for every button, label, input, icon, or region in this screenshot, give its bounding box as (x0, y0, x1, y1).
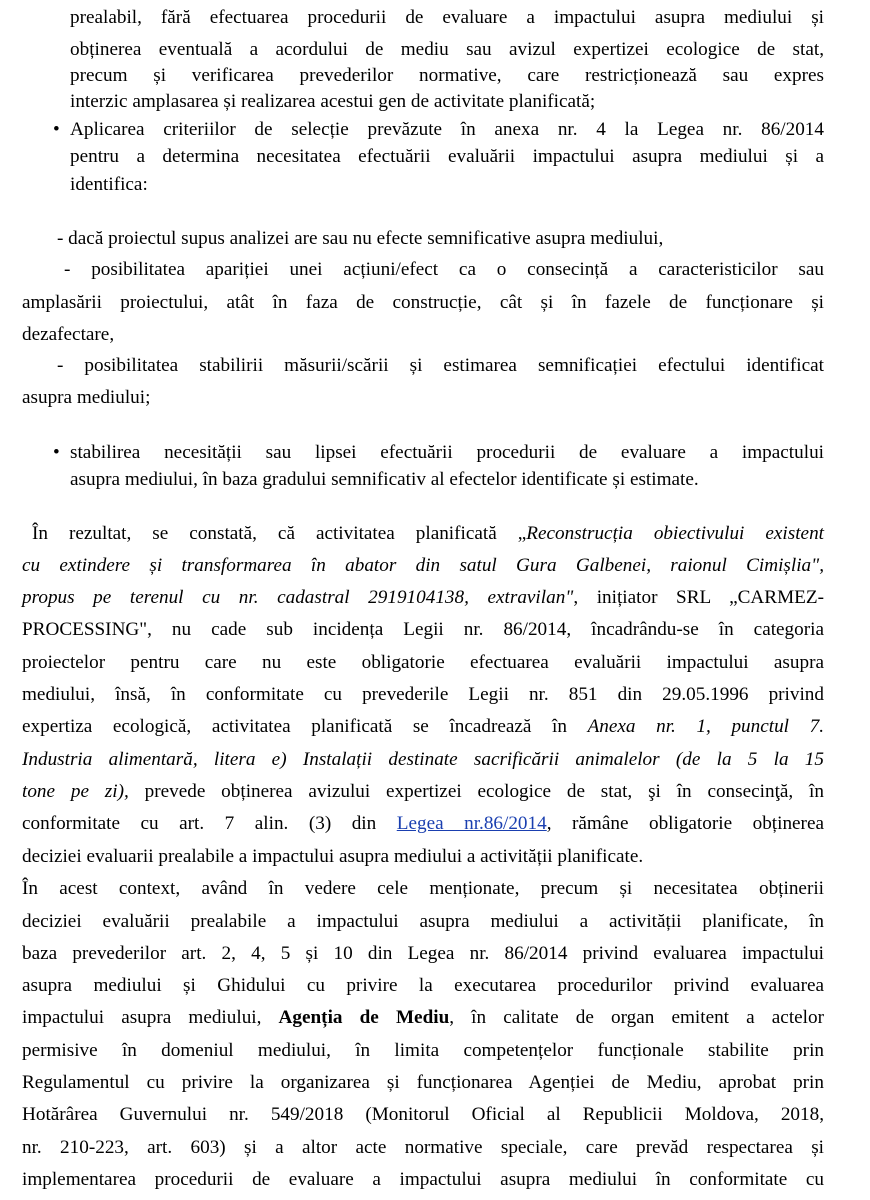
text-line: pentru a determina necesitatea efectuării evaluării impactului asupra mediului și a (70, 146, 824, 167)
paragraph-line: impactului asupra mediului, Agenția de Mediu, în calitate de organ emitent a actelor (22, 1007, 824, 1028)
list-item: - dacă proiectul supus analizei are sau nu efecte semnificative asupra mediului, (57, 228, 664, 249)
paragraph-line: cu extindere și transformarea în abator din satul Gura Galbenei, raionul Cimișlia", (22, 555, 824, 576)
text-line: amplasării proiectului, atât în faza de construcție, cât și în fazele de funcționare și (22, 292, 824, 313)
paragraph-line: proiectelor pentru care nu este obligatorie efectuarea evaluării impactului asupra (22, 652, 824, 673)
paragraph-line: Hotărârea Guvernului nr. 549/2018 (Monitorul Oficial al Republicii Moldova, 2018, (22, 1104, 824, 1125)
paragraph-line: Industria alimentară, litera e) Instalații destinate sacrificării animalelor (de la 5 la 15 (22, 749, 824, 770)
text-line: identifica: (70, 174, 148, 195)
paragraph-line: PROCESSING", nu cade sub incidența Legii nr. 86/2014, încadrându-se în categoria (22, 619, 824, 640)
paragraph-line: asupra mediului și Ghidului cu privire la executarea procedurilor privind evaluarea (22, 975, 824, 996)
paragraph-line: tone pe zi), prevede obținerea avizului expertizei ecologice de stat, şi în consecinţă, în (22, 781, 824, 802)
text-line: precum și verificarea prevederilor normative, care restricționează sau expres (70, 65, 824, 86)
text-line: prealabil, fără efectuarea procedurii de evaluare a impactului asupra mediului și (70, 7, 824, 28)
paragraph-line: propus pe terenul cu nr. cadastral 2919104138, extravilan", inițiator SRL „CARMEZ- (22, 587, 824, 608)
bullet-marker: • (53, 442, 60, 463)
paragraph-line: În rezultat, se constată, că activitatea planificată „Reconstrucția obiectivului existent (32, 523, 824, 544)
paragraph-line: nr. 210-223, art. 603) și a altor acte normative speciale, care prevăd respectarea și (22, 1137, 824, 1158)
bullet-marker: • (53, 119, 60, 140)
text-line: dezafectare, (22, 324, 115, 345)
paragraph-line: conformitate cu art. 7 alin. (3) din Legea nr.86/2014, rămâne obligatorie obținerea (22, 813, 824, 834)
text-line: interzic amplasarea și realizarea acestui gen de activitate planificată; (70, 91, 596, 112)
list-item: - posibilitatea apariției unei acțiuni/efect ca o consecință a caracteristicilor sau (64, 259, 824, 280)
paragraph-line: În acest context, având în vedere cele menționate, precum și necesitatea obținerii (22, 878, 824, 899)
text-line: asupra mediului; (22, 387, 151, 408)
list-item: - posibilitatea stabilirii măsurii/scării și estimarea semnificației efectului identificat (57, 355, 824, 376)
paragraph-line: deciziei evaluarii prealabile a impactului asupra mediului a activității planificate. (22, 846, 644, 867)
text-line: Aplicarea criteriilor de selecție prevăzute în anexa nr. 4 la Legea nr. 86/2014 (70, 119, 824, 140)
text-line: obținerea eventuală a acordului de mediu sau avizul expertizei ecologice de stat, (70, 39, 824, 60)
text-line: asupra mediului, în baza gradului semnificativ al efectelor identificate și estimate. (70, 469, 699, 490)
text-line: stabilirea necesității sau lipsei efectuării procedurii de evaluare a impactului (70, 442, 824, 463)
paragraph-line: permisive în domeniul mediului, în limita competențelor funcționale stabilite prin (22, 1040, 824, 1061)
law-link[interactable]: Legea nr.86/2014 (396, 813, 547, 834)
paragraph-line: deciziei evaluării prealabile a impactului asupra mediului a activității planificate, în (22, 911, 824, 932)
paragraph-line: expertiza ecologică, activitatea planificată se încadrează în Anexa nr. 1, punctul 7. (22, 716, 824, 737)
paragraph-line: baza prevederilor art. 2, 4, 5 și 10 din Legea nr. 86/2014 privind evaluarea impactului (22, 943, 824, 964)
paragraph-line: mediului, însă, în conformitate cu prevederile Legii nr. 851 din 29.05.1996 privind (22, 684, 824, 705)
paragraph-line: implementarea procedurii de evaluare a impactului asupra mediului în conformitate cu (22, 1169, 824, 1190)
agency-name: Agenția de Mediu (278, 1007, 450, 1028)
paragraph-line: Regulamentul cu privire la organizarea și funcționarea Agenției de Mediu, aprobat prin (22, 1072, 824, 1093)
